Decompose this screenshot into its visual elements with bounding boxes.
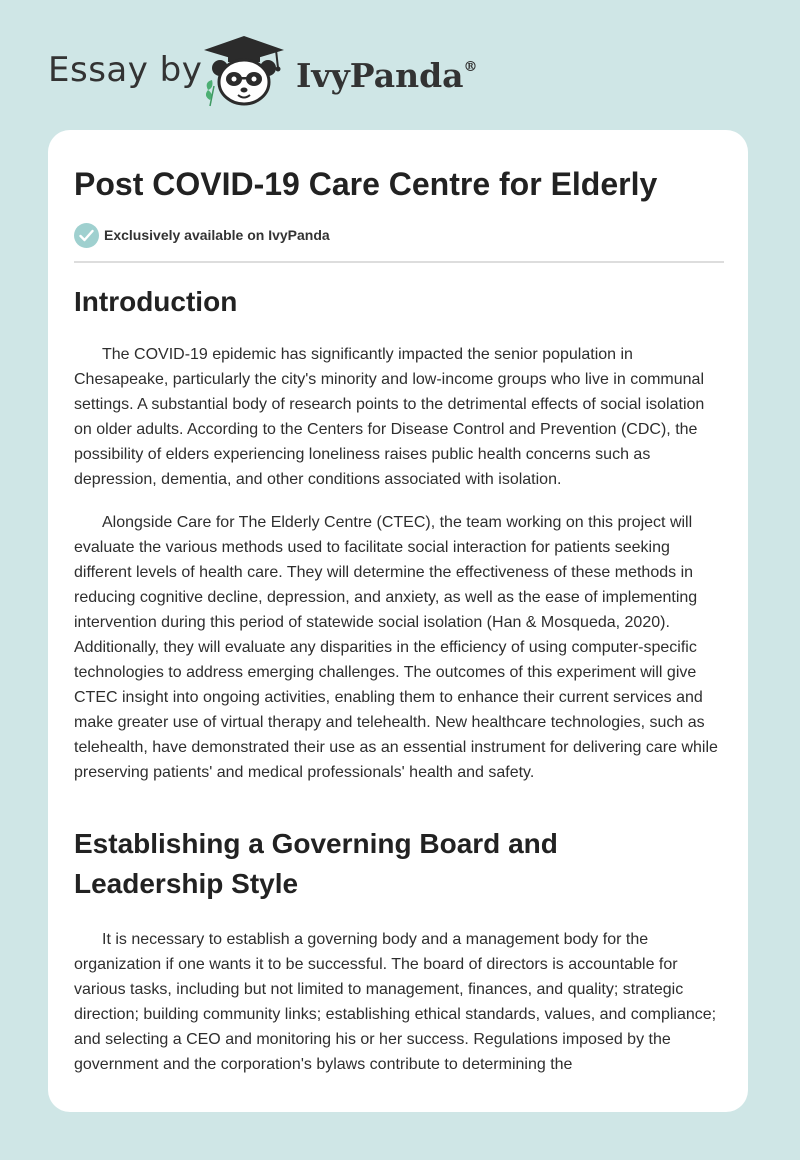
brand-prefix: Essay by — [48, 50, 203, 90]
brand-name-text: IvyPanda — [296, 56, 464, 95]
paragraph: Alongside Care for The Elderly Centre (CTEC), the team working on this project will evaluate the various methods used to facilitate social interaction for patients seeking different levels of health care. They will determine the effectiveness of these methods in reducing cognitive decline, depression, and anxiety, as well as the ease of implementing intervention during this period of statewide social isolation (Han & Mosqueda, 2020). Additionally, they will evaluate any disparities in the efficiency of using computer-specific technologies to address emerging challenges. The outcomes of this experiment will give CTEC insight into ongoing activities, enabling them to enhance their current services and make greater use of virtual therapy and telehealth. New healthcare technologies, such as telehealth, have demonstrated their use as an essential instrument for delivering care while preserving patients' and medical professionals' health and safety. — [74, 514, 718, 781]
brand-name[interactable] — [296, 56, 478, 95]
site-header — [0, 0, 800, 130]
section-heading-introduction: Introduction — [74, 286, 238, 317]
exclusive-badge — [74, 222, 330, 248]
paragraph: It is necessary to establish a governing body and a management body for the organization if one wants it to be successful. The board of directors is accountable for various tasks, including but not limited to management, finances, and quality; strategic direction; building community links; establishing ethical standards, values, and compliance; and selecting a CEO and monitoring his or her success. Regulations imposed by the government and the corporation's bylaws contribute to determining the — [74, 931, 717, 1073]
paragraph: The COVID-19 epidemic has significantly impacted the senior population in Chesapeake, particularly the city's minority and low-income groups who live in communal settings. A substantial body of research points to the detrimental effects of social isolation on older adults. According to the Centers for Disease Control and Prevention (CDC), the possibility of elders experiencing loneliness raises public health concerns such as depression, dementia, and other conditions associated with isolation. — [74, 346, 705, 488]
exclusive-label: Exclusively available on IvyPanda — [104, 227, 330, 243]
registered-mark: ® — [463, 59, 478, 75]
check-icon — [74, 223, 99, 248]
panda-logo-icon[interactable] — [198, 34, 290, 108]
page-title: Post COVID-19 Care Centre for Elderly — [74, 166, 658, 202]
essay-card — [48, 130, 748, 1112]
section-heading-governing-board: Establishing a Governing Board and Leadership Style — [74, 828, 558, 899]
title-divider — [74, 261, 724, 263]
